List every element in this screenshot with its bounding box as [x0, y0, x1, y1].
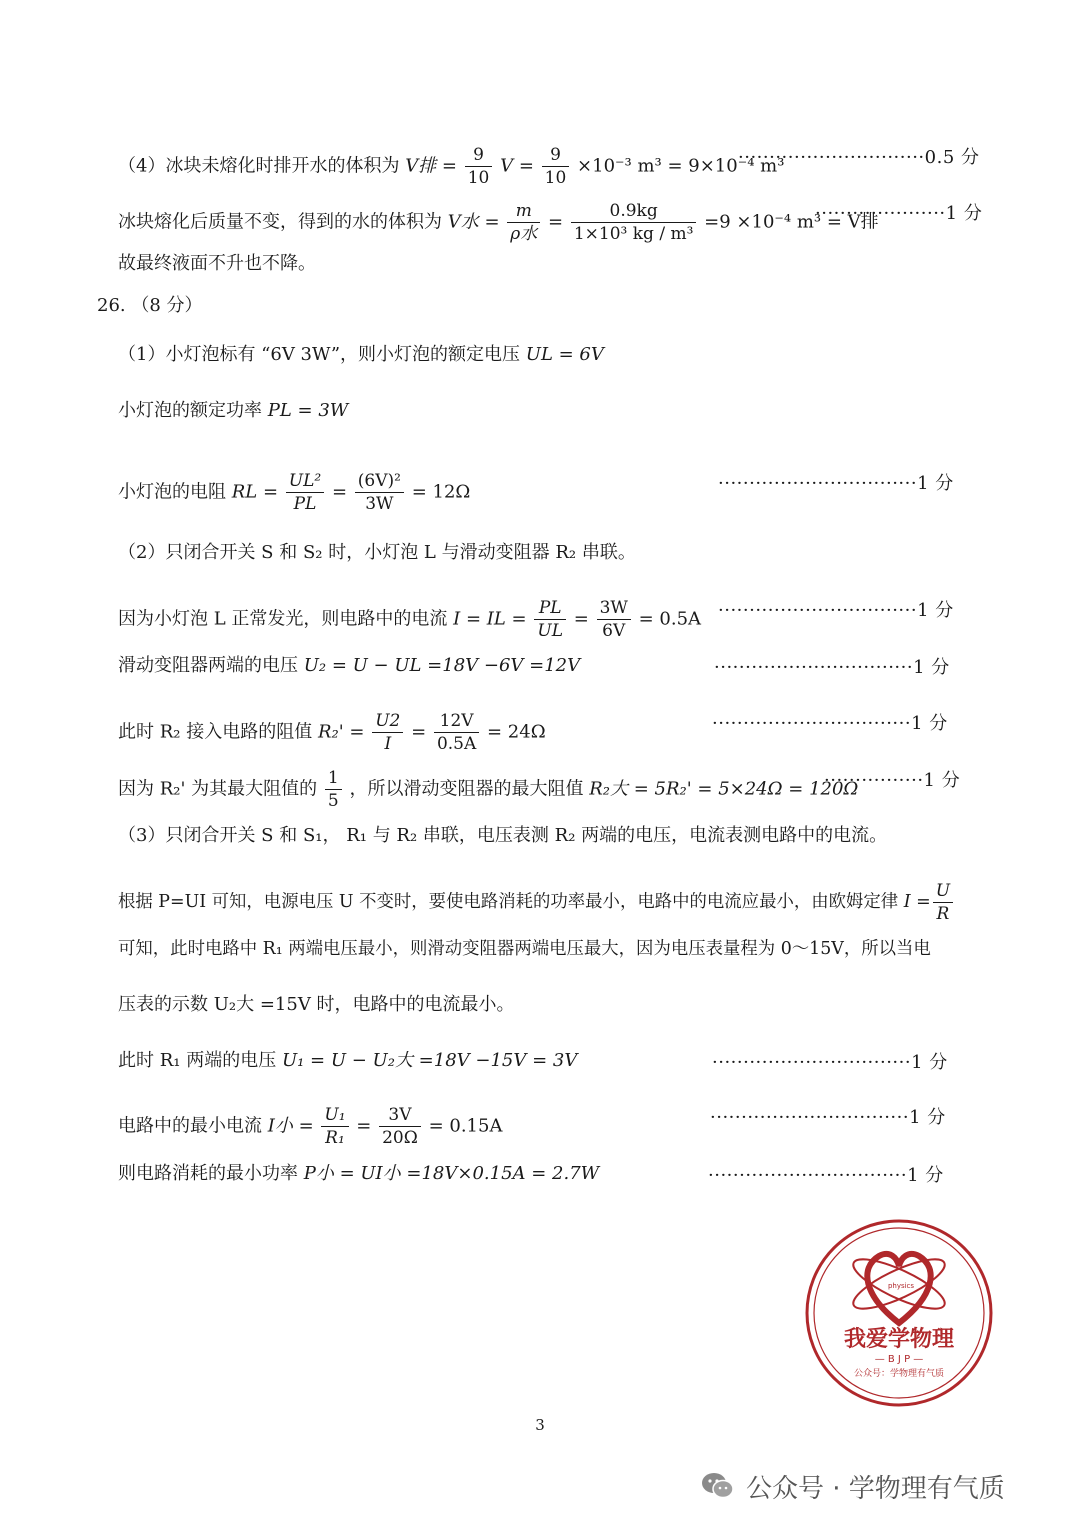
fraction: $\frac{U2}{I}$: [372, 710, 403, 755]
fraction: $\frac{\text{(6V)²}}{3W}$: [355, 470, 404, 515]
wechat-icon: [700, 1471, 736, 1501]
score-dots: ················1 分: [824, 770, 961, 791]
formula: V水 =: [447, 211, 500, 233]
score-dots: ································1 分: [714, 657, 950, 678]
q26-p3-line-7: 则电路消耗的最小功率 P小 = UI小 =18V×0.15A = 2.7W: [118, 1163, 600, 1184]
text: 冰块熔化后质量不变，得到的水的体积为: [118, 211, 442, 233]
q26-p2-line-4: 此时 R₂ 接入电路的阻值 R₂' = $\frac{U2}{I}$ = $\frac{12V}{0.5A}$ = 24Ω: [118, 711, 546, 754]
formula: V =: [500, 155, 534, 177]
fraction: $\frac{PL}{UL}$: [534, 597, 566, 642]
score-dots: ································1 分: [712, 713, 948, 734]
p4-line-1: [118, 144, 784, 189]
q26-p3-line-5: 此时 R₁ 两端的电压 U₁ = U − U₂大 =18V −15V = 3V: [118, 1050, 578, 1071]
fraction: $\frac{12V}{0.5A}$: [434, 710, 479, 755]
svg-text:公众号：学物理有气质: 公众号：学物理有气质: [853, 1369, 945, 1379]
q26-p1-line-3: 小灯泡的电阻 RL = $\frac{\text{UL²}}{PL}$ = $\frac{\text{(6V)²}}{3W}$ = 12Ω: [118, 471, 471, 514]
fraction: $\frac{1}{5}$: [325, 767, 342, 812]
score-dots: ································1 分: [718, 600, 954, 621]
page-number: 3: [535, 1416, 545, 1434]
svg-text:我爱学物理: 我爱学物理: [843, 1327, 955, 1352]
q26-p1-line-1: （1）小灯泡标有 “6V 3W”，则小灯泡的额定电压 UL = 6V: [118, 344, 604, 365]
formula: =9 ×10⁻⁴ m³ = V排: [704, 211, 879, 233]
q26-p3-line-3: 可知，此时电路中 R₁ 两端电压最小，则滑动变阻器两端电压最大，因为电压表量程为 0～15V，所以当电: [118, 939, 931, 959]
fraction: $\frac{3W}{6V}$: [597, 597, 631, 642]
fraction: $\frac{\text{U₁}}{\text{R₁}}$: [321, 1104, 348, 1149]
q26-p2-line-3: 滑动变阻器两端的电压 U₂ = U − UL =18V −6V =12V: [118, 655, 581, 676]
q26-p3-line-4: 压表的示数 U₂大 =15V 时，电路中的电流最小。: [118, 994, 515, 1015]
p4-line-2: 冰块熔化后质量不变，得到的水的体积为 V水 = $\frac{m}{\text{ρ水}}$ = $\frac{0.9kg}{\text{1×10³ kg / m³}}$ =9 ×10⁻⁴ m³ = V排: [118, 201, 879, 244]
score-dots: ································1 分: [710, 1107, 946, 1128]
fraction: $\frac{9}{10}$: [465, 144, 493, 189]
score-dots: ································1 分: [718, 473, 954, 494]
q26-header: 26. （8 分）: [97, 295, 203, 316]
q26-p2-line-2: 因为小灯泡 L 正常发光，则电路中的电流 I = IL = $\frac{PL}{UL}$ = $\frac{3W}{6V}$ = 0.5A: [118, 598, 702, 641]
svg-text:physics: physics: [887, 1282, 915, 1290]
p4-line-3: 故最终液面不升也不降。: [118, 253, 316, 274]
fraction: $\frac{0.9kg}{\text{1×10³ kg / m³}}$: [571, 200, 697, 245]
stamp-logo: [804, 1218, 994, 1408]
q26-p3-line-6: 电路中的最小电流 I小 = $\frac{\text{U₁}}{\text{R₁}}$ = $\frac{3V}{20\Omega}$ = 0.15A: [118, 1105, 503, 1148]
score-dots: ·····················1 分: [815, 203, 983, 224]
score-dots: ································1 分: [712, 1052, 948, 1073]
formula: V排 =: [405, 155, 457, 177]
fraction: $\frac{m}{\text{ρ水}}$: [507, 200, 540, 245]
score-dots: ································1 分: [708, 1165, 944, 1186]
q26-p3-line-2: 根据 P=UI 可知，电源电压 U 不变时，要使电路消耗的功率最小，电路中的电流应最小，由欧姆定律 I = $\frac{U}{R}$: [118, 880, 955, 925]
q26-p2-line-5: 因为 R₂' 为其最大阻值的 $\frac{1}{5}$ ，所以滑动变阻器的最大阻值 R₂大 = 5R₂' = 5×24Ω = 120Ω: [118, 768, 859, 811]
q26-p2-line-1: （2）只闭合开关 S 和 S₂ 时，小灯泡 L 与滑动变阻器 R₂ 串联。: [118, 542, 636, 563]
fraction: $\frac{\text{UL²}}{PL}$: [286, 470, 324, 515]
footer-label: 公众号 · 学物理有气质: [746, 1473, 1005, 1504]
q26-p1-line-2: 小灯泡的额定功率 PL = 3W: [118, 400, 349, 421]
q26-p3-line-1: （3）只闭合开关 S 和 S₁， R₁ 与 R₂ 串联，电压表测 R₂ 两端的电压，电流表测电路中的电流。: [118, 825, 888, 846]
fraction: $\frac{U}{R}$: [933, 880, 953, 925]
score-dots: ······························0.5 分: [738, 147, 980, 168]
footer-watermark: [700, 1466, 1005, 1506]
text: （4）冰块未熔化时排开水的体积为: [118, 155, 400, 177]
fraction: $\frac{9}{10}$: [542, 144, 570, 189]
fraction: $\frac{3V}{20\Omega}$: [379, 1104, 421, 1149]
formula: ×10⁻³ m³ = 9×10⁻⁴ m³: [577, 155, 785, 177]
svg-text:— B J P —: — B J P —: [874, 1354, 924, 1365]
